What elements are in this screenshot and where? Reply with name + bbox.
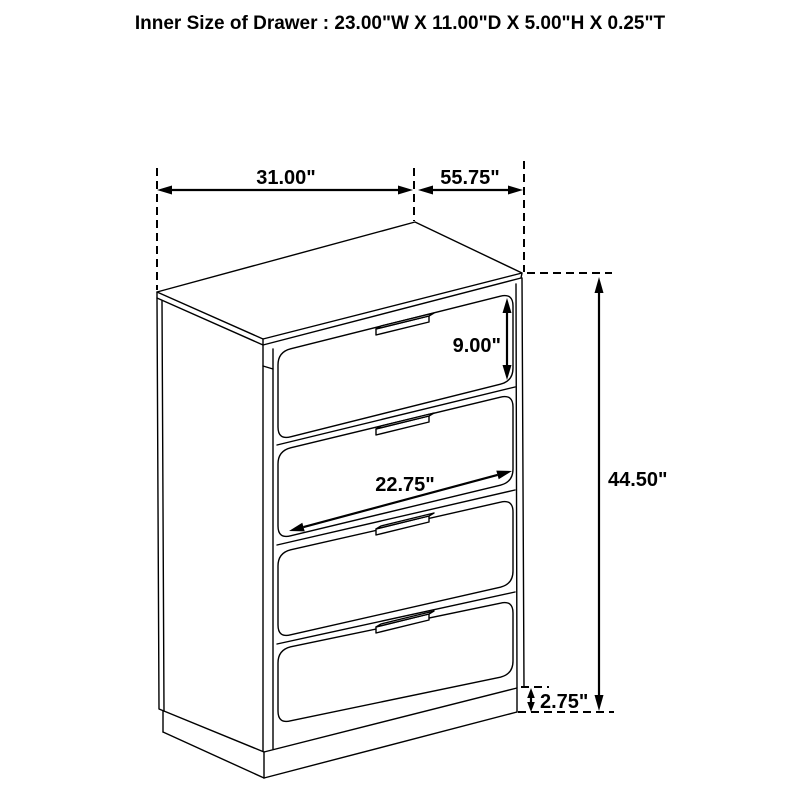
chest-line-drawing [157,222,524,778]
drawer-3-handle [376,513,434,535]
left-side-panel [157,298,264,752]
front-left-post [263,345,273,751]
dim-top-depth [418,167,523,195]
dim-drawer-width-label: 22.75" [375,474,435,496]
page-title: Inner Size of Drawer : 23.00"W X 11.00"D X 5.00"H X 0.25"T [134,13,666,34]
dim-drawer-height-label: 9.00" [452,335,501,357]
base-plinth [163,689,517,778]
right-side-edge [516,278,524,688]
dim-drawer-height [453,298,512,380]
drawer-3 [278,502,513,636]
dim-top-width [157,167,413,195]
dim-overall-height [595,277,668,711]
cabinet-bottom-edge [264,688,517,752]
drawer-4 [278,603,513,722]
chest-top [157,222,522,345]
drawer-1-handle [376,313,434,335]
dim-base-height-label: 2.75" [540,691,589,713]
dim-overall-height-label: 44.50" [608,469,668,491]
drawer-2 [278,397,513,537]
dim-base-height [527,688,588,713]
drawer-2-handle [376,413,434,435]
dim-top-depth-label: 55.75" [440,167,500,189]
drawer-4-handle [376,611,434,633]
dim-top-width-label: 31.00" [256,167,316,189]
